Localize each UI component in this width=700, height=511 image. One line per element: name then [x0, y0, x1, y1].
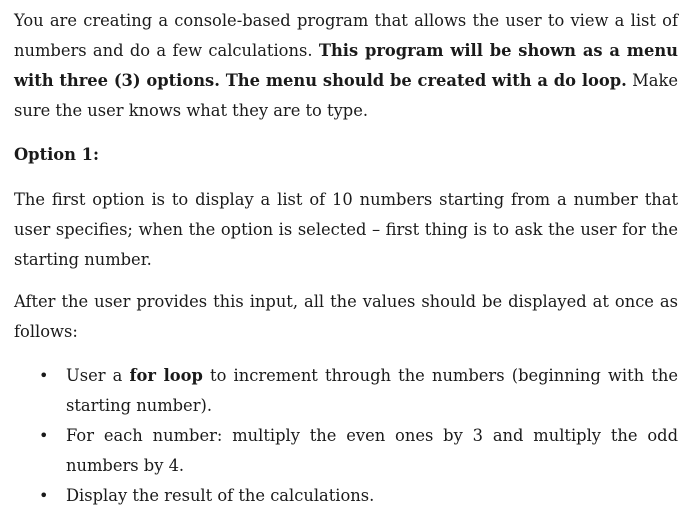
bullet-3-text: Display the result of the calculations.: [66, 486, 375, 505]
bullet-2-text: For each number: multiply the even ones by 3 and multiply the odd numbers by 4.: [66, 426, 678, 475]
list-item: [14, 421, 678, 481]
option-1-heading: Option 1:: [14, 145, 99, 164]
intro-text-2: Make sure the user knows what they are to type.: [14, 71, 678, 120]
list-item: [14, 481, 678, 511]
bullet-icon: •: [39, 486, 49, 505]
bullet-1-text-after: to increment through the numbers (beginning with the starting number).: [66, 366, 678, 415]
bullet-icon: •: [39, 426, 49, 445]
after-input-paragraph: After the user provides this input, all the values should be displayed at once as follows:: [14, 292, 678, 341]
option-1-description: The first option is to display a list of 10 numbers starting from a number that user specifies; when the option is selected – first thing is to ask the user for the starting number.: [14, 190, 678, 269]
intro-paragraph: [14, 6, 678, 126]
bullet-list: [14, 361, 678, 511]
intro-text-1: You are creating a console-based program that allows the user to view a list of numbers and do a few calculations.: [14, 11, 678, 60]
list-item: [14, 361, 678, 421]
bullet-1-bold: for loop: [129, 366, 203, 385]
bullet-1-text-before: User a: [66, 366, 130, 385]
bullet-icon: •: [39, 366, 49, 385]
intro-bold-text: This program will be shown as a menu with three (3) options. The menu should be created with a do loop.: [14, 41, 679, 90]
